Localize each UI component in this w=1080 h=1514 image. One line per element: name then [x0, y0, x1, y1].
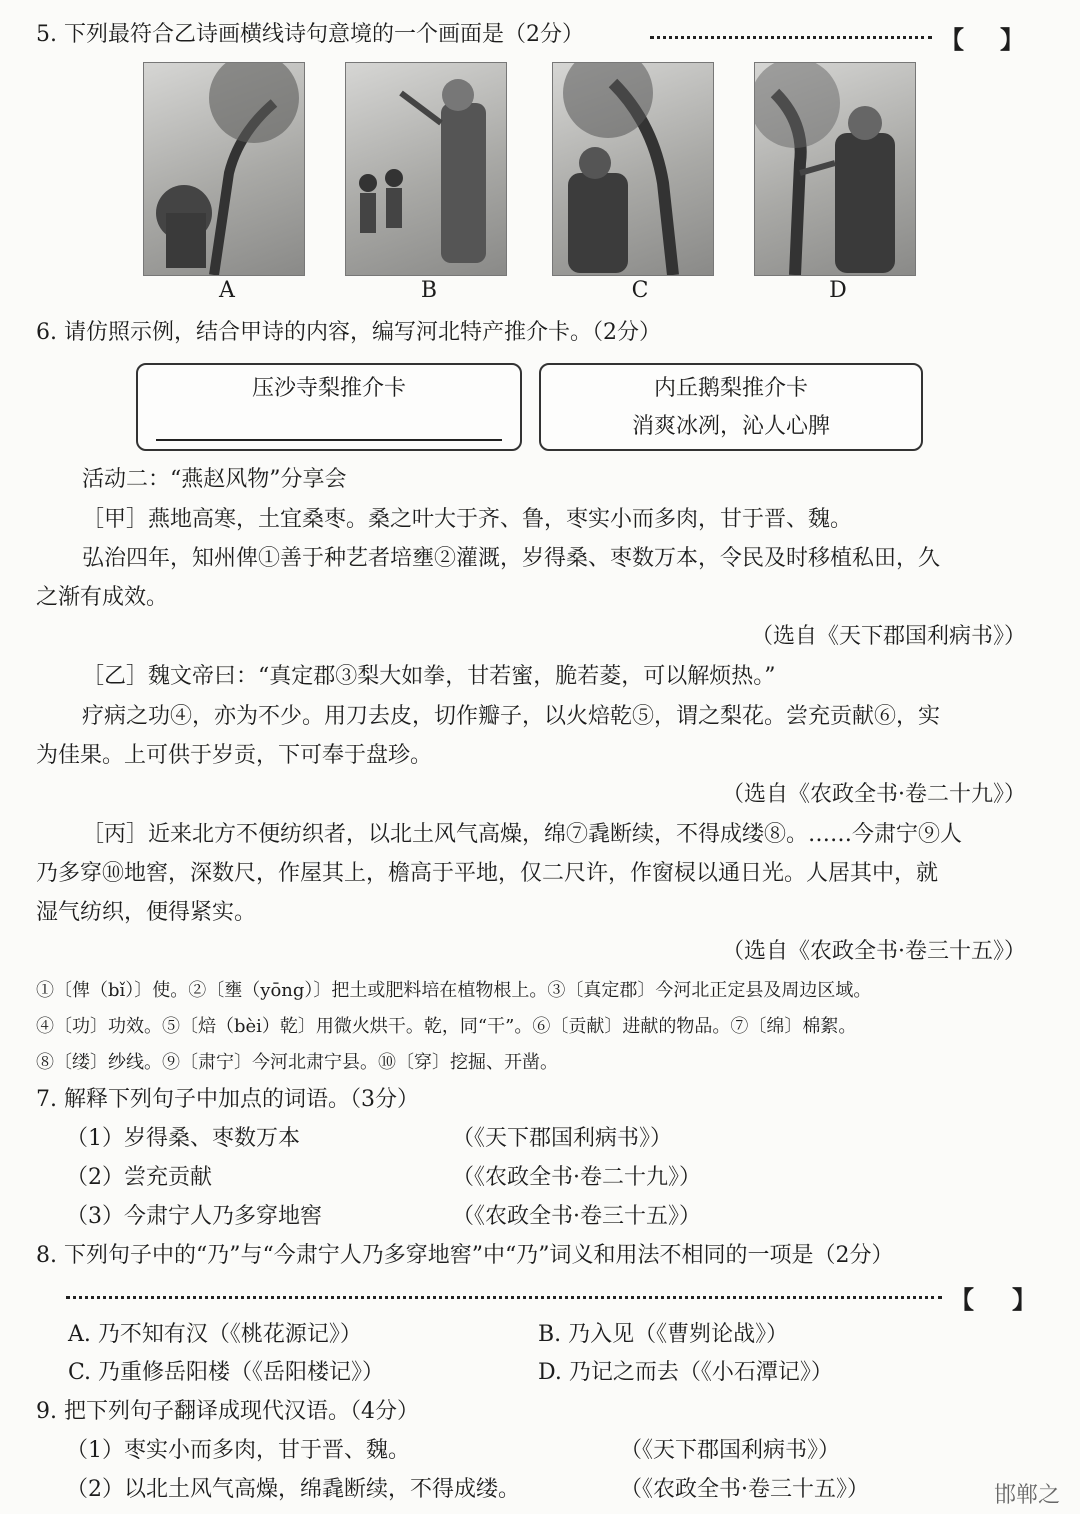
- q8-option-c: C. 乃重修岳阳楼（《岳阳楼记》）: [68, 1360, 385, 1385]
- q9-item1-source: （《天下郡国利病书》）: [620, 1438, 841, 1463]
- q8-bracket-open: 【: [950, 1285, 974, 1314]
- yi-line1: ［乙］魏文帝曰：“真定郡③梨大如拳，甘若蜜，脆若菱，可以解烦热。”: [82, 664, 776, 689]
- option-b-image: [345, 62, 507, 276]
- q8-answer-dots: [66, 1296, 942, 1299]
- q8-stem: 8. 下列句子中的“乃”与“今肃宁人乃多穿地窖”中“乃”词义和用法不相同的一项是（2分）: [36, 1243, 894, 1268]
- option-a-image: [143, 62, 305, 276]
- q7-item3: （3）今肃宁人乃多穿地窖: [66, 1204, 322, 1229]
- q5-answer-dots: [650, 36, 932, 39]
- notes-line2: ④〔功〕功效。⑤〔焙（bèi）乾〕用微火烘干。乾，同“干”。⑥〔贡献〕进献的物品。⑦〔绵〕棉絮。: [36, 1016, 857, 1037]
- jia-line2: 弘治四年，知州俾①善于种艺者培壅②灌溉，岁得桑、枣数万本，令民及时移植私田，久: [82, 546, 941, 571]
- card2-body: 消爽冰冽，沁人心脾: [631, 414, 830, 439]
- option-d-label: D: [829, 278, 847, 303]
- notes-line1: ①〔俾（bǐ）〕使。②〔壅（yōng）〕把土或肥料培在植物根上。③〔真定郡〕今河北正定县及周边区域。: [36, 980, 872, 1001]
- yi-line2: 疗病之功④，亦为不少。用刀去皮，切作瓣子，以火焙乾⑤，谓之梨花。尝充贡献⑥，实: [82, 704, 941, 729]
- q7-stem: 7. 解释下列句子中加点的词语。（3分）: [36, 1087, 419, 1112]
- q7-item1: （1）岁得桑、枣数万本: [66, 1126, 300, 1151]
- bing-line1: ［丙］近来北方不便纺织者，以北土风气高燥，绵⑦毳断续，不得成缕⑧。……今肃宁⑨人: [82, 822, 963, 847]
- option-c-label: C: [631, 278, 649, 303]
- yi-source: （选自《农政全书·卷二十九》）: [722, 782, 1026, 807]
- bing-line3: 湿气纺织，便得紧实。: [36, 900, 257, 925]
- option-a-label: A: [219, 278, 235, 303]
- q8-option-a: A. 乃不知有汉（《桃花源记》）: [68, 1322, 362, 1347]
- card1-title: 压沙寺梨推介卡: [251, 376, 406, 401]
- q9-item2-source: （《农政全书·卷三十五》）: [620, 1477, 869, 1502]
- jia-line3: 之渐有成效。: [36, 585, 169, 610]
- q7-item3-source: （《农政全书·卷三十五》）: [452, 1204, 701, 1229]
- q6-stem: 6. 请仿照示例，结合甲诗的内容，编写河北特产推介卡。（2分）: [36, 320, 661, 345]
- activity-title: 活动二：“燕赵风物”分享会: [82, 467, 347, 492]
- option-b-label: B: [420, 278, 438, 303]
- q9-item1: （1）枣实小而多肉，甘于晋、魏。: [66, 1438, 410, 1463]
- q7-item1-source: （《天下郡国利病书》）: [452, 1126, 673, 1151]
- q9-item2: （2）以北土风气高燥，绵毳断续，不得成缕。: [66, 1477, 520, 1502]
- q7-item2-source: （《农政全书·卷二十九》）: [452, 1165, 701, 1190]
- q8-option-b: B. 乃入见（《曹刿论战》）: [538, 1322, 789, 1347]
- bing-line2: 乃多穿⑩地窖，深数尺，作屋其上，檐高于平地，仅二尺许，作窗棂以通日光。人居其中，就: [36, 861, 939, 886]
- q5-stem: 5. 下列最符合乙诗画横线诗句意境的一个画面是（2分）: [36, 22, 584, 47]
- q8-bracket-close: 】: [1012, 1285, 1036, 1314]
- q5-bracket-open: 【: [940, 25, 964, 54]
- bing-source: （选自《农政全书·卷三十五》）: [722, 939, 1026, 964]
- q8-option-d: D. 乃记之而去（《小石潭记》）: [538, 1360, 833, 1385]
- yi-line3: 为佳果。上可供于岁贡，下可奉于盘珍。: [36, 743, 433, 768]
- card-yashasi-pear: [136, 363, 522, 451]
- card1-answer-line: [156, 439, 502, 441]
- card-neiqiu-pear: [539, 363, 923, 451]
- option-c-image: [552, 62, 714, 276]
- q7-item2: （2）尝充贡献: [66, 1165, 212, 1190]
- notes-line3: ⑧〔缕〕纱线。⑨〔肃宁〕今河北肃宁县。⑩〔穿〕挖掘、开凿。: [36, 1052, 558, 1073]
- card2-title: 内丘鹅梨推介卡: [653, 376, 808, 401]
- q5-bracket-close: 】: [1000, 25, 1024, 54]
- watermark: 邯郸之: [993, 1483, 1060, 1508]
- option-d-image: [754, 62, 916, 276]
- q9-stem: 9. 把下列句子翻译成现代汉语。（4分）: [36, 1399, 419, 1424]
- jia-source: （选自《天下郡国利病书》）: [750, 624, 1026, 649]
- jia-line1: ［甲］燕地高寒，土宜桑枣。桑之叶大于齐、鲁，枣实小而多肉，甘于晋、魏。: [82, 507, 853, 532]
